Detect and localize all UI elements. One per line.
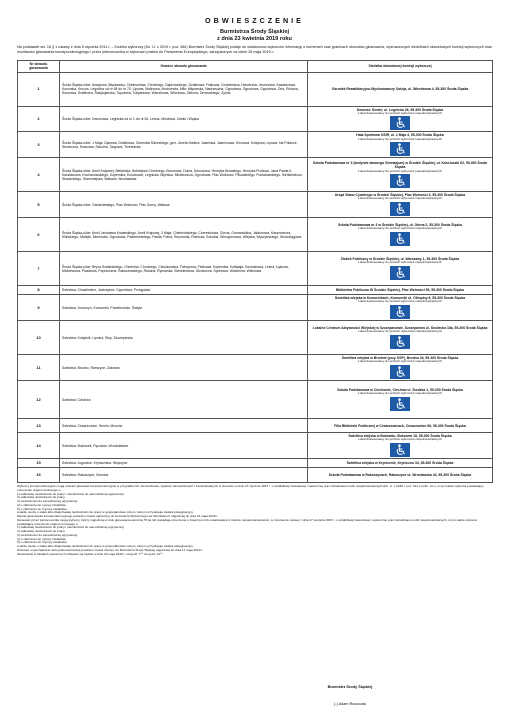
place-name: Szkoła Podstawowa w Rakoszycach, Rakoszyce ul. Wrocławska 44, 55-300 Środa Śląska <box>328 473 472 478</box>
place-name: Urząd Stanu Cywilnego w Środzie Śląskiej, Plac Wolności 3, 55-300 Środa Śląska <box>334 193 466 198</box>
precinct-number: 8 <box>18 286 60 295</box>
precinct-number: 9 <box>18 295 60 321</box>
precinct-number: 2 <box>18 106 60 132</box>
precinct-area: Sołectwa: Cesarzowice, Husim, Mrozów <box>60 419 308 433</box>
place-name: Dworzec Średni, ul. Legnicka 26, 55-300 Środa Śląska <box>356 107 444 112</box>
precinct-place <box>308 72 493 106</box>
accessibility-note: Lokal dostosowany do potrzeb wyborców niepełnosprawnych <box>358 329 442 334</box>
header-nr: Nr obwodu głosowania <box>18 61 60 72</box>
table-row <box>18 355 493 381</box>
wheelchair-icon <box>390 202 410 216</box>
table-row <box>18 218 493 252</box>
precinct-area: Sołectwa: Juszczyn, Komorniki, Przedmoście, Święte <box>60 295 308 321</box>
footnote-line: a także osoby o stałej albo długotrwałej niezdolności do pracy w gospodarstwie rolnym, którym przysługuje zasiłek pielęgnacyjny. <box>17 510 194 515</box>
place-name: Szkoła Podstawowa nr 3 (budynek dawnego Gimnazjum) w Środzie Śląskiej, ul. Kościuszki 62, 55-300 Środa Śląska <box>313 161 487 170</box>
precinct-number: 3 <box>18 132 60 158</box>
table-row <box>18 295 493 321</box>
subtitle-line-2: z dnia 23 kwietnia 2019 roku <box>217 35 292 42</box>
precinct-number: 5 <box>18 192 60 218</box>
table-row <box>18 459 493 468</box>
place-name: Biblioteka Publiczna W Środzie Śląskiej, Plac Wolności 59, 55-300 Środa Śląska <box>335 288 465 293</box>
wheelchair-icon <box>390 365 410 379</box>
header-place: Siedziba obwodowej komisji wyborczej <box>308 61 493 72</box>
header-area: Granice obwodu głosowania <box>60 61 308 72</box>
wheelchair-icon <box>390 266 410 280</box>
wheelchair-icon <box>390 335 410 349</box>
precinct-number: 12 <box>18 381 60 419</box>
place-name: Żłobek Publiczny w Środzie Śląskiej, ul. Warszawy 1, 55-300 Środa Śląska <box>340 257 460 262</box>
precinct-place <box>308 381 493 419</box>
precinct-number: 11 <box>18 355 60 381</box>
footnote-line: 1) całkowitej niezdolności do pracy i niezdolności do samodzielnej egzystencji, <box>17 525 125 530</box>
precinct-area: Środa Śląska-ulice: Armii Krajowej, Bielańska, Bolesława Chrobrego, Brzozowa, Dolna, Dworcowa, Henryka Brodatego, Henryka Probusa, Jana Pawła II, Kasztanowa, Kochanowskiego, Kopernika, Kościuszki, Legnicka, Młyńska, Mickiewicza, Ogrodowa, Plac Wolności, Piłsudskiego, Poniatowskiego, Sienkiewicza, Słowackiego, Staromiejska, Wałowa, Wrocławska <box>60 158 308 192</box>
table-row <box>18 381 493 419</box>
precinct-area: Sołectwa: Jugowice, Krynicznica, Wojczyce <box>60 459 308 468</box>
accessibility-note: Lokal dostosowany do potrzeb wyborców niepełnosprawnych <box>358 136 442 141</box>
precinct-place <box>308 459 493 468</box>
precinct-place <box>308 252 493 286</box>
place-name: Świetlica wiejska w Krynicznie, Kryniczno 34, 55-300 Środa Śląska <box>346 461 454 466</box>
precinct-place <box>308 295 493 321</box>
precinct-area: Środa Śląska-ulice: Dworcowa, Legnicka od nr 1 do nr 54, Leśna, Miodowa, Zamki i Wąska <box>60 106 308 132</box>
place-name: Ośrodek Rewalidacyjno-Wychowawczy Ostoja, ul. Wierzbowa 4, 55-300 Środa Śląska <box>331 87 469 92</box>
table-body <box>18 72 493 483</box>
precinct-number: 4 <box>18 158 60 192</box>
place-name: Szkoła Podstawowa w Ciechowie, Ciechów ul. Średzka 1, 55-300 Środa Śląska <box>337 388 463 393</box>
table-header-row <box>18 61 493 72</box>
precinct-area: Sołectwa: Chwalimierz, Jastrzębce, Ogrodnica, Przejęsław <box>60 286 308 295</box>
precinct-area: Środa Śląska-ulice: Gwiaździstego, Plac Wolności, Plac Gorny, Wałowa <box>60 192 308 218</box>
precinct-area: Sołectwa: Brodno, Rzeszyce, Zakrzów <box>60 355 308 381</box>
precinct-area: Sołectwa: Ciechów <box>60 381 308 419</box>
precinct-place <box>308 132 493 158</box>
place-name: Świetlica wiejska w Bukówku, Bukówek 18, 55-300 Środa Śląska <box>348 434 452 439</box>
table-row <box>18 192 493 218</box>
precinct-place <box>308 286 493 295</box>
footnote-line: 5) o zaliczeniu do II grupy inwalidów, <box>17 506 68 511</box>
footnote-line: 2) całkowitej niezdolności do pracy, <box>17 495 66 500</box>
wheelchair-icon <box>390 174 410 188</box>
precinct-place <box>308 433 493 459</box>
document-title: OBWIESZCZENIE <box>205 16 304 25</box>
place-name: Świetlica wiejska w Brodnie (przy OSP), Brodno 44, 55-300 Środa Śląska <box>341 356 459 361</box>
precinct-place <box>308 192 493 218</box>
accessibility-note: Lokal dostosowany do potrzeb wyborców niepełnosprawnych <box>358 196 442 201</box>
wheelchair-icon <box>390 305 410 319</box>
footnotes <box>17 485 492 556</box>
precinct-number: 13 <box>18 419 60 433</box>
accessibility-note: Lokal dostosowany do potrzeb wyborców niepełnosprawnych <box>358 226 442 231</box>
table-row <box>18 158 493 192</box>
precinct-place <box>308 468 493 483</box>
accessibility-note: Lokal dostosowany do potrzeb wyborców niepełnosprawnych <box>358 437 442 442</box>
precinct-area: Sołectwa: Rakoszyce, Sośnica <box>60 468 308 483</box>
place-name: Lokalne Centrum Aktywności Wiejskiej w Szczepanowie, Szczepanów ul. Środecka 18a, 55-300 Środa Śląska <box>312 326 488 331</box>
footnote-line: 3) niezdolności do samodzielnej egzystencji, <box>17 499 78 504</box>
place-name: Hala Sportowa OSiR, ul. 1 Maja 4, 55-300 Środa Śląska <box>356 133 444 138</box>
table-row <box>18 419 493 433</box>
footnote-line: Wniosek o sporządzenie aktu pełnomocnictwa powinien zostać złożony do Burmistrza Środy Śląskiej najpóźniej do dnia 17 maja 2019 r. <box>17 547 204 552</box>
precincts-table <box>17 60 493 483</box>
table-row <box>18 106 493 132</box>
signature-name: (-) Adam Ruszczak <box>333 702 367 706</box>
precinct-number: 7 <box>18 252 60 286</box>
footnote-line: Głosowanie w lokalach wyborczych odbywać się będzie w dniu 26 maja 2019 r. od godz. 7⁰⁰ do godz. 21⁰⁰. <box>17 551 164 556</box>
subtitle-line-1: Burmistrza Środy Śląskiej <box>219 29 290 35</box>
footnote-line: 2) całkowitej niezdolności do pracy, <box>17 529 66 534</box>
table-row <box>18 433 493 459</box>
precinct-area: Środa Śląska-ulice: Armii Jarosława Kowalskiego, Armii Krajowej, 3 Maja, Chełmońskiego, Czereśniowa, Górna, Grunwaldzka, Jabłonowa, Kasprowicza, Kilińskiego, Matejki, Moniuszki, Ogrodowa, Paderewskiego, Pawła, Polna, Reymonta, Rolnicza, Szkolna, Winogronowa, Wiejska, Wyszyńskiego, Wodociągowa <box>60 218 308 252</box>
footnote-line: a także osoby o stałej albo długotrwałej niezdolności do pracy w gospodarstwie rolnym, którym przysługuje zasiłek pielęgnacyjny. <box>17 544 194 549</box>
table-row <box>18 468 493 483</box>
document-subtitle <box>17 29 492 42</box>
accessibility-note: Lokal dostosowany do potrzeb wyborców niepełnosprawnych <box>358 168 442 173</box>
precinct-place <box>308 321 493 355</box>
accessibility-note: Lokal dostosowany do potrzeb wyborców niepełnosprawnych <box>358 299 442 304</box>
precinct-area: Środa Śląska-ulice: Akacjowa, Błyskawicy, Chełmońska, Chrobrego, Dąbrowskiego, Działkowa, Fiołkowa, Gorzelniana, Harcerska, Jesionowa, Kasztanowa, Korczaka, Krucza, Legnicka od nr 58 do nr 70, Lipowa, Malinowa, Modrzewia, Miła, Młynarska, Nadrzeczna, Ogrodowa, Ogrodowa, Ogrodowa, Orla, Różana, Sosnowa, Szafirowa, Świętojańska, Topolowa, Tulipanowa, Wierzbowa, Wiśniowa, Zielona, Żeromskiego, Żytnia <box>60 72 308 106</box>
footnote-line: Głosować przez pełnomocnika mogą wyborcy, którzy najpóźniej w dniu głosowania ukończą 75 lat lub posiadają orzeczenie o znacznym lub umiarkowanym stopniu niepełnosprawności, w rozumieniu ustawy z dnia 27 sierpnia 1997 r. o rehabilitacji zawodowej i społecznej oraz zatrudnianiu osób niepełnosprawnych, w tym także wyborca posiadający orzeczenie organu rentowego o: <box>17 517 477 526</box>
wheelchair-icon <box>390 397 410 411</box>
place-name: Szkoła Podstawowa nr 3 w Środzie Śląskiej, ul. Górna 2, 55-300 Środa Śląska <box>338 223 462 228</box>
wheelchair-icon <box>390 232 410 246</box>
precinct-number: 6 <box>18 218 60 252</box>
wheelchair-icon <box>390 443 410 457</box>
footnote-line: Wyborcy korespondencyjnie mogą również głosować korespondencyjnie w przypadku ich zamieszkania, zgodnie zamieszkanych i zameldowanych w stosunku w dniu 27 stycznia 1997 r. o rehabilitacji zawodowej i społecznej oraz zatrudnianiu osób niepełnosprawnych (Dz. U. z 2018 r. poz. 511 z późn. zm.), w tym także wyborca posiadający orzeczenie organu rentowego o: <box>17 484 484 492</box>
table-row <box>18 286 493 295</box>
signature-title: Burmistrz Środy Śląskiej <box>327 685 373 689</box>
precinct-place <box>308 355 493 381</box>
precinct-place <box>308 419 493 433</box>
precinct-area: Sołectwa: Kobylnik, Lipnica, Słup, Szczepanów <box>60 321 308 355</box>
footnote-line: 3) niezdolności do samodzielnej egzystencji, <box>17 532 78 537</box>
accessibility-note: Lokal dostosowany do potrzeb wyborców niepełnosprawnych <box>358 359 442 364</box>
precinct-area: Środa Śląska-ulice: Bryza-Szatańskiego, Chmielna, Chrobrego, Cieszkowska, Fabryczna, Fiołkowa, Kopernika, Kołłątaja, Konwaliowa, Leśna, Łąkowa, Mickiewicza, Piaskowa, Poprzeczna, Rakszewskiego, Różana, Rymarska, Sienkiewicza, Słoneczna, Sportowa, Wiosenna, Wiśniowa <box>60 252 308 286</box>
table-row <box>18 252 493 286</box>
intro-paragraph: Na podstawie art. 16 § 1 ustawy z dnia 5 stycznia 2011 r. – Kodeks wyborczy (Dz. U. z 2019 r. poz. 684) Burmistrz Środy Śląskiej podaje do wiadomości wyborców informację o numerach oraz granicach obwodów głosowania, wyznaczonych siedzibach obwodowych komisji wyborczych oraz możliwości głosowania korespondencyjnego i przez pełnomocnika w wyborach posłów do Parlamentu Europejskiego, zarządzonych na dzień 26 maja 2019 r.: <box>17 45 492 54</box>
table-row <box>18 321 493 355</box>
precinct-number: 14 <box>18 433 60 459</box>
footnote-line: 4) o zaliczeniu do I grupy inwalidów, <box>17 502 67 507</box>
precinct-number: 10 <box>18 321 60 355</box>
accessibility-note: Lokal dostosowany do potrzeb wyborców niepełnosprawnych <box>358 260 442 265</box>
footnote-line: 1) całkowitej niezdolności do pracy i niezdolności do samodzielnej egzystencji, <box>17 491 125 496</box>
wheelchair-icon <box>390 116 410 130</box>
precinct-number: 1 <box>18 72 60 106</box>
precinct-number: 16 <box>18 468 60 483</box>
accessibility-note: Lokal dostosowany do potrzeb wyborców niepełnosprawnych <box>358 110 442 115</box>
footnote-line: 5) o zaliczeniu do II grupy inwalidów, <box>17 540 68 545</box>
precinct-place <box>308 158 493 192</box>
precinct-number: 15 <box>18 459 60 468</box>
place-name: Świetlica wiejska w Komornikach, Komorniki ul. Olimpiny 6, 55-300 Środa Śląska <box>334 296 466 301</box>
wheelchair-icon <box>390 142 410 156</box>
footnote-line: 4) o zaliczeniu do I grupy inwalidów, <box>17 536 67 541</box>
precinct-area: Sołectwa: Bukówek, Pęczków, Wrocisławice <box>60 433 308 459</box>
precinct-place <box>308 106 493 132</box>
place-name: Filia Biblioteki Publicznej w Cesarzowicach, Cesarzowice 66, 55-300 Środa Śląska <box>334 423 466 428</box>
table-row <box>18 132 493 158</box>
precinct-place <box>308 218 493 252</box>
table-row <box>18 72 493 106</box>
accessibility-note: Lokal dostosowany do potrzeb wyborców niepełnosprawnych <box>358 391 442 396</box>
footnote-line: Zamiar głosowania korespondencyjnego powinien zostać zgłoszony do Komisarza Wyborczego we Wrocławiu II najpóźniej do dnia 13 maja 2019 r. <box>17 514 219 519</box>
precinct-area: Środa Śląska-ulice: 1 Maja, Dębowa, Działkowa, Generała Sikorskiego, gen. Józefa Hallera, Jasielska, Jaśminowa, Klonowa, Kolejowa, Lipowa, Na Polance, Słoneczna, Sosnowa, Szkolna, Targowa, Trzebnicka <box>60 132 308 158</box>
